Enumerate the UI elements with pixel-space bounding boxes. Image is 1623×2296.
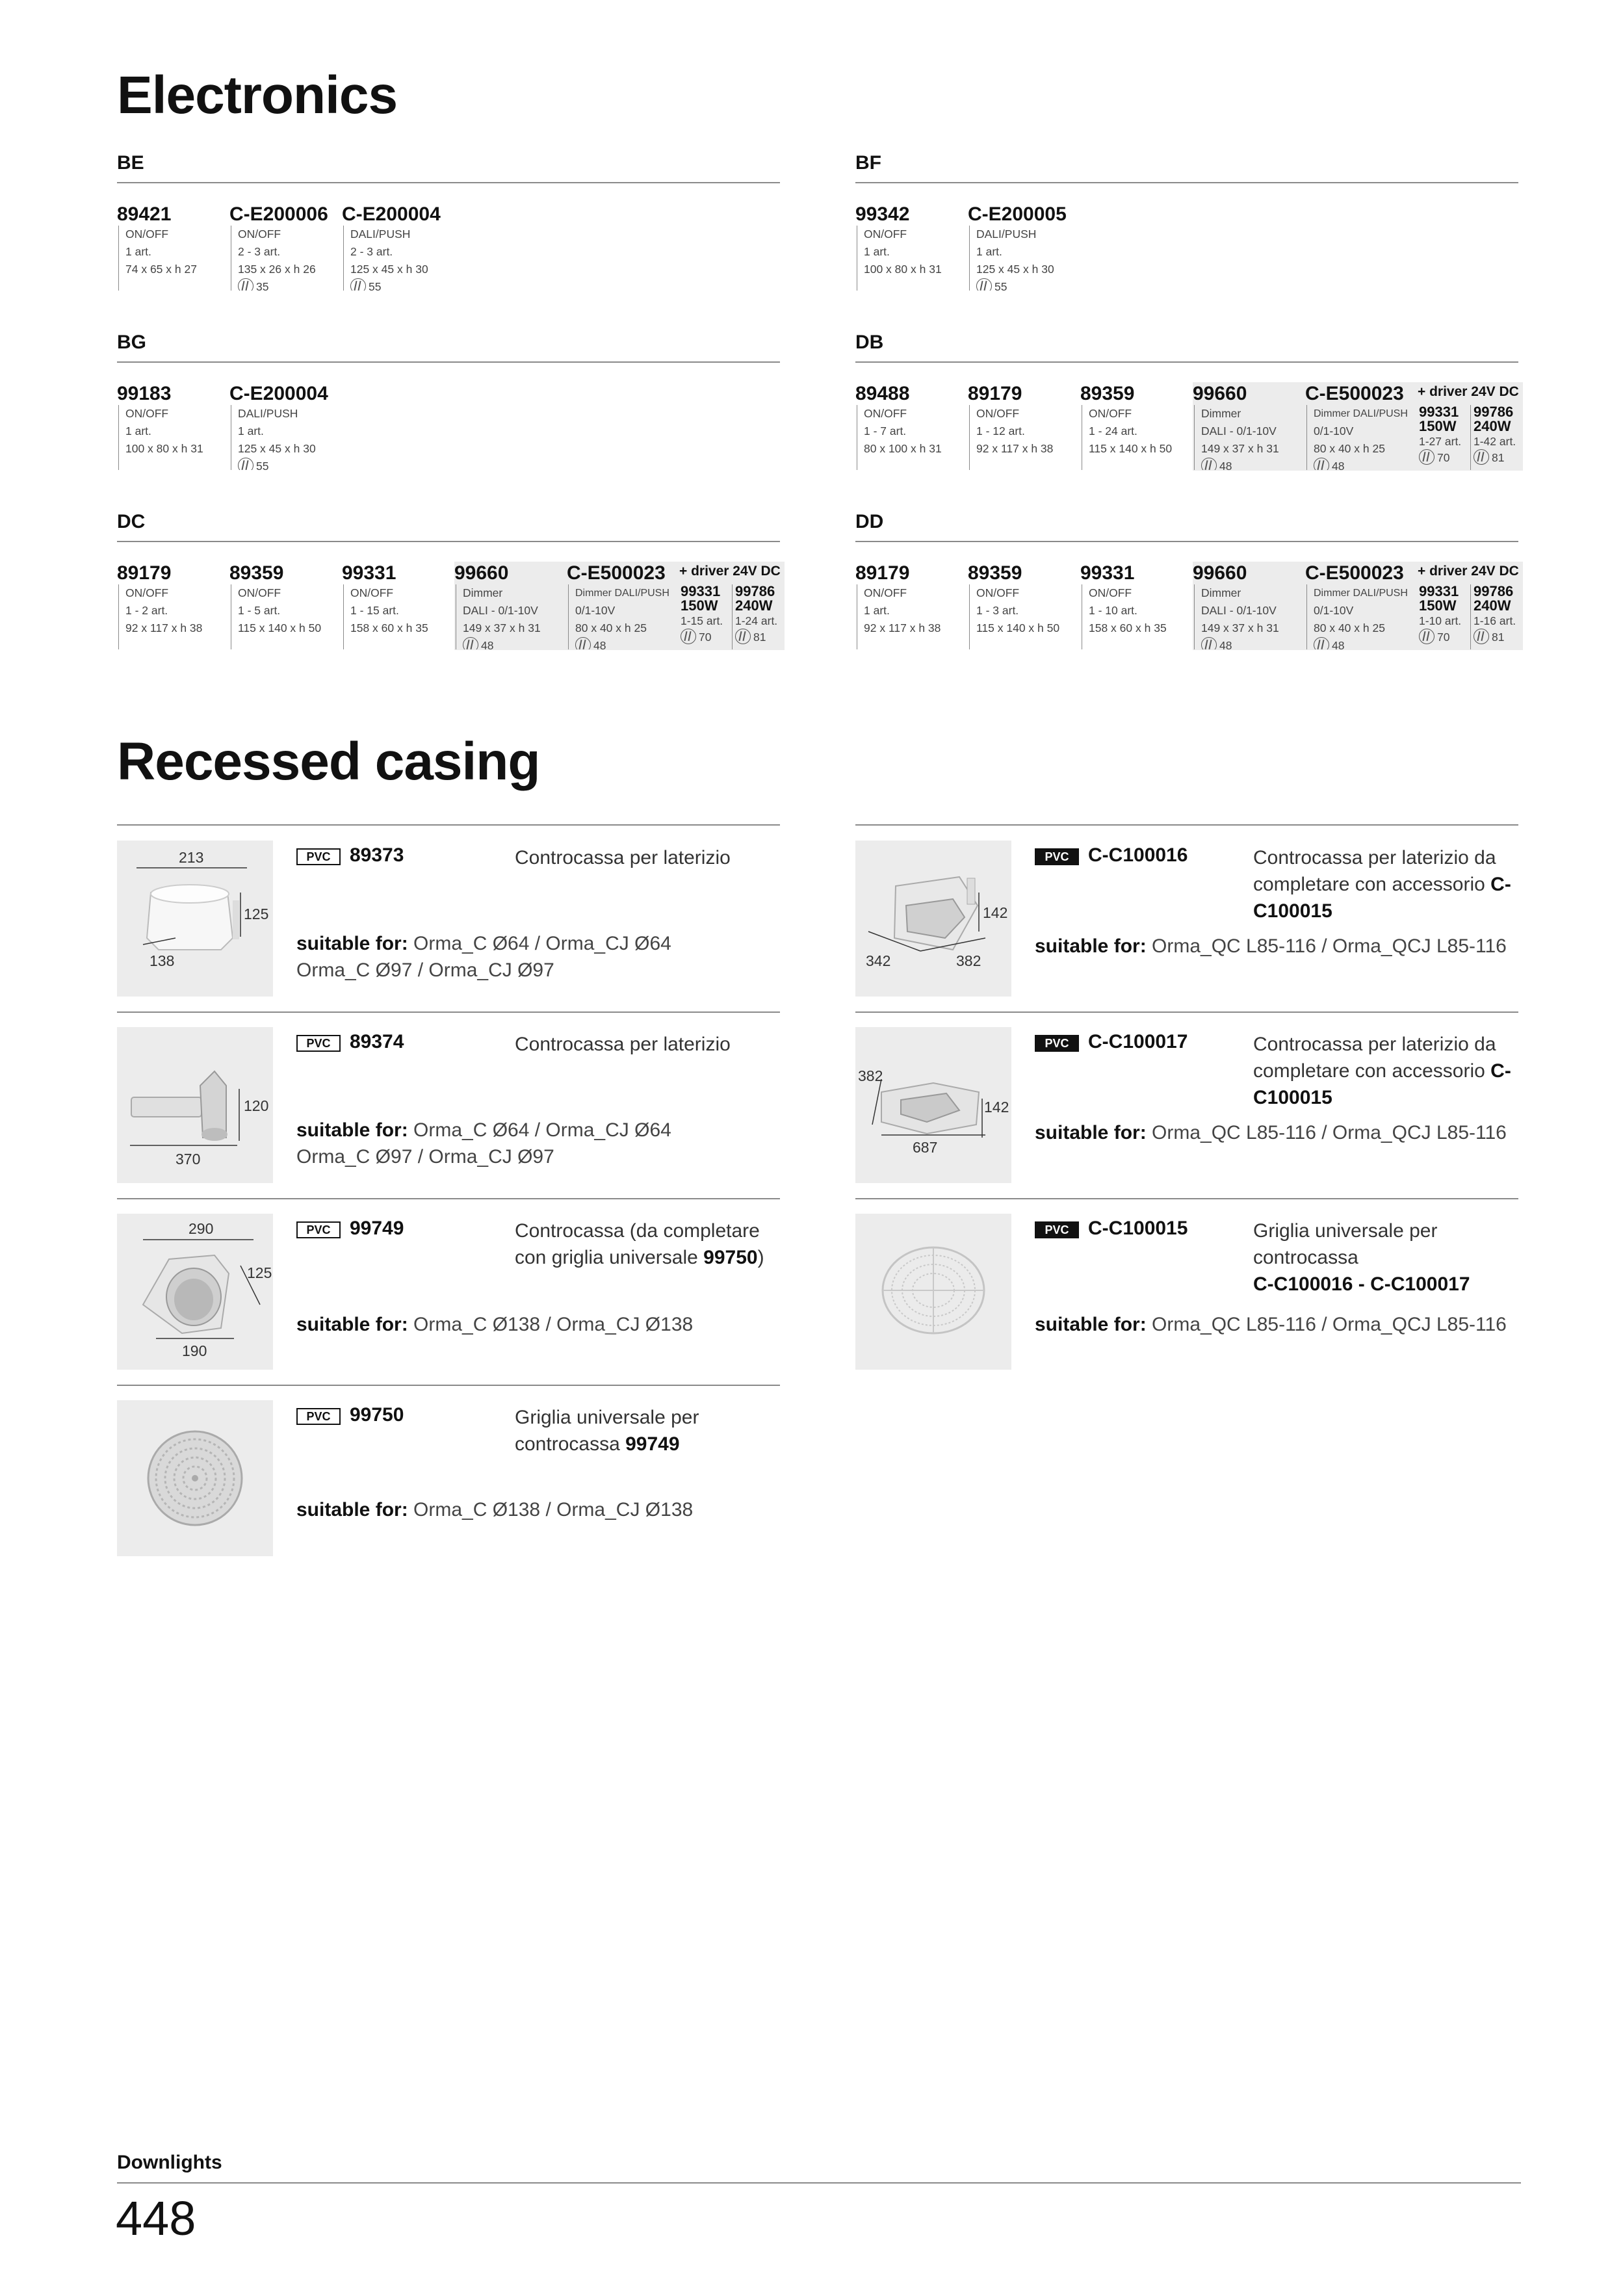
product-column [855, 382, 968, 471]
product-row [117, 363, 780, 471]
product-description: Controcassa (da completare con griglia universale 99750) [515, 1220, 764, 1268]
product-column [855, 562, 968, 650]
dimmer-type: Dimmer [463, 586, 503, 599]
product-specs [857, 226, 968, 291]
divider [117, 1385, 780, 1386]
driver-wattage: 150W [1419, 418, 1457, 434]
product-art: 2 - 3 art. [238, 245, 281, 258]
dimmer-protocol: 0/1-10V [1314, 604, 1354, 617]
product-code: 89488 [855, 383, 910, 404]
product-specs [343, 584, 454, 649]
dimmer-type: Dimmer DALI/PUSH [1314, 588, 1408, 599]
product-specs [1082, 405, 1193, 470]
dimmer-protocol: DALI - 0/1-10V [1201, 604, 1277, 617]
wire-gauge [1201, 458, 1305, 470]
product-code: 89421 [117, 203, 172, 225]
product-description: Controcassa per laterizio da completare con accessorio C-C100015 [1253, 847, 1511, 922]
driver-code: 99331 [1419, 584, 1459, 599]
material-badge: PVC [296, 1221, 341, 1238]
electronics-block-db [855, 329, 1518, 471]
product-mode: ON/OFF [238, 586, 281, 599]
product-size: 74 x 65 x h 27 [125, 263, 197, 276]
product-code: 99749 [350, 1218, 404, 1239]
product-image [117, 1027, 273, 1183]
wire-gauge [575, 637, 679, 649]
product-art: 1 - 24 art. [1089, 424, 1137, 437]
dimmer-protocol: DALI - 0/1-10V [1201, 424, 1277, 437]
product-specs [343, 226, 454, 291]
product-code: 89373 [350, 844, 404, 866]
product-specs [969, 584, 1080, 649]
product-size: 135 x 26 x h 26 [238, 263, 316, 276]
product-code: 99183 [117, 383, 172, 404]
product-image [855, 1214, 1011, 1370]
driver-code: 99786 [1474, 584, 1514, 599]
product-specs [1194, 584, 1305, 649]
product-column [855, 203, 968, 291]
product-art: 1 - 12 art. [976, 424, 1025, 437]
electronics-block-dd [855, 508, 1518, 650]
product-art: 1 - 5 art. [238, 604, 281, 617]
product-mode: ON/OFF [1089, 407, 1132, 420]
driver-option [732, 584, 785, 649]
divider [855, 1011, 1518, 1013]
product-specs [568, 584, 679, 649]
product-code: 99750 [350, 1404, 404, 1426]
wire-gauge-icon [575, 637, 591, 649]
driver-option [1418, 584, 1470, 649]
product-size: 125 x 45 x h 30 [976, 263, 1054, 276]
dimmer-protocol: 0/1-10V [575, 604, 616, 617]
driver-options [679, 584, 785, 649]
product-specs [1082, 584, 1193, 649]
product-column [968, 562, 1080, 650]
product-mode: ON/OFF [125, 407, 169, 420]
dimmer-column [1305, 562, 1418, 650]
driver-option [1470, 584, 1523, 649]
wire-gauge-value: 81 [753, 631, 766, 644]
product-mode: ON/OFF [976, 586, 1020, 599]
product-code: 89179 [117, 562, 172, 584]
product-art: 1 - 10 art. [1089, 604, 1137, 617]
product-specs [969, 226, 1080, 291]
product-code: 89359 [968, 562, 1022, 584]
product-art: 2 - 3 art. [350, 245, 393, 258]
wire-gauge-value: 55 [256, 460, 269, 470]
wire-gauge-icon [1419, 629, 1435, 644]
product-image [117, 1400, 273, 1556]
electronics-block-bg [117, 329, 780, 471]
driver-art: 1-24 art. [735, 614, 778, 627]
dimension-label: 120 [244, 1097, 269, 1114]
dimmer-protocol: DALI - 0/1-10V [463, 604, 538, 617]
driver-options [1418, 584, 1523, 649]
wire-gauge [1201, 637, 1305, 649]
product-column [1080, 382, 1193, 471]
product-specs [231, 405, 342, 470]
product-specs [456, 584, 567, 649]
product-row [117, 542, 780, 650]
material-badge: PVC [296, 848, 341, 865]
driver-art: 1-27 art. [1419, 435, 1462, 448]
recessed-item-89373 [117, 841, 780, 997]
product-code: 99331 [342, 562, 396, 584]
product-art: 1 art. [864, 604, 890, 617]
recessed-item-c-c100015 [855, 1214, 1518, 1370]
block-label: BF [855, 150, 1518, 183]
dimension-label: 382 [956, 952, 981, 969]
material-badge: PVC [1035, 848, 1079, 865]
driver-wattage: 240W [1474, 597, 1511, 614]
product-art: 1 art. [238, 424, 264, 437]
driver-code: 99331 [1419, 405, 1459, 420]
product-art: 1 art. [125, 424, 151, 437]
product-mode: ON/OFF [864, 228, 907, 241]
wire-gauge-value: 48 [593, 639, 606, 649]
suitable-for: suitable for: Orma_QC L85-116 / Orma_QCJ L85-116 [1035, 1314, 1507, 1335]
driver-code: 99786 [1474, 405, 1514, 420]
product-size: 80 x 40 x h 25 [1314, 442, 1385, 455]
divider [855, 1198, 1518, 1199]
dimmer-column [1305, 382, 1418, 471]
suitable-for: suitable for: Orma_QC L85-116 / Orma_QCJ L85-116 [1035, 1122, 1507, 1143]
divider [117, 1198, 780, 1199]
wire-gauge [1314, 637, 1418, 649]
product-size: 92 x 117 x h 38 [864, 621, 941, 634]
driver-option [679, 584, 732, 649]
suitable-for: suitable for: Orma_C Ø138 / Orma_CJ Ø138 [296, 1314, 694, 1335]
product-image [117, 841, 273, 997]
wire-gauge [1419, 629, 1470, 646]
product-art: 1 - 3 art. [976, 604, 1019, 617]
section-title-recessed-casing: Recessed casing [117, 732, 540, 791]
wire-gauge-icon [681, 629, 696, 644]
product-mode: ON/OFF [125, 586, 169, 599]
product-specs [1306, 405, 1418, 470]
product-specs [857, 405, 968, 470]
product-mode: ON/OFF [238, 228, 281, 241]
product-row [117, 183, 780, 291]
wire-gauge-icon [735, 629, 751, 644]
dimension-label: 142 [983, 904, 1008, 921]
product-row [855, 183, 1518, 291]
product-mode: ON/OFF [864, 586, 907, 599]
dimmer-column [1193, 382, 1305, 471]
product-code: 99342 [855, 203, 910, 225]
dimension-label: 370 [175, 1151, 201, 1168]
product-code: 99660 [1193, 383, 1247, 404]
recessed-item-99749 [117, 1214, 780, 1370]
dimension-label: 687 [913, 1139, 938, 1156]
block-label: DC [117, 508, 780, 542]
wire-gauge-value: 81 [1492, 451, 1505, 464]
driver-option [1418, 405, 1470, 470]
product-art: 1 art. [976, 245, 1002, 258]
product-image [117, 1214, 273, 1370]
product-size: 115 x 140 x h 50 [238, 621, 322, 634]
divider [117, 824, 780, 826]
product-mode: ON/OFF [350, 586, 394, 599]
wire-gauge-value: 48 [481, 639, 494, 649]
block-label: BG [117, 329, 780, 363]
product-description: Griglia universale per controcassa C-C100016 - C-C100017 [1253, 1220, 1470, 1295]
product-row [855, 542, 1518, 650]
material-badge: PVC [1035, 1221, 1079, 1238]
dimension-label: 125 [247, 1264, 272, 1281]
product-column [342, 203, 454, 291]
wire-gauge-icon [238, 458, 253, 470]
wire-gauge-icon [1474, 629, 1489, 644]
electronics-block-dc [117, 508, 780, 650]
wire-gauge-icon [463, 637, 478, 649]
product-code: 99660 [1193, 562, 1247, 584]
driver-wattage: 150W [681, 597, 718, 614]
product-column [229, 562, 342, 650]
dimension-label: 382 [858, 1067, 883, 1084]
driver-art: 1-16 art. [1474, 614, 1516, 627]
product-column [117, 562, 229, 650]
product-size: 158 x 60 x h 35 [1089, 621, 1167, 634]
wire-gauge-value: 81 [1492, 631, 1505, 644]
product-size: 115 x 140 x h 50 [976, 621, 1060, 634]
product-code: 99331 [1080, 562, 1135, 584]
driver-column [679, 562, 785, 650]
dimension-label: 142 [984, 1099, 1009, 1115]
product-specs [118, 584, 229, 649]
divider [855, 824, 1518, 826]
driver-art: 1-10 art. [1419, 614, 1462, 627]
product-specs [969, 405, 1080, 470]
product-description: Controcassa per laterizio [515, 1034, 731, 1055]
product-size: 149 x 37 x h 31 [1201, 442, 1279, 455]
product-column [229, 203, 342, 291]
divider [117, 2182, 1521, 2184]
dimension-label: 213 [179, 849, 204, 866]
product-art: 1 - 7 art. [864, 424, 907, 437]
product-specs [118, 226, 229, 291]
driver-art: 1-42 art. [1474, 435, 1516, 448]
driver-wattage: 240W [735, 597, 773, 614]
product-size: 92 x 117 x h 38 [976, 442, 1054, 455]
wire-gauge [681, 629, 732, 646]
product-code: C-E200004 [229, 383, 328, 404]
driver-heading: + driver 24V DC [1418, 384, 1519, 399]
product-mode: ON/OFF [1089, 586, 1132, 599]
dimension-label: 125 [244, 906, 269, 922]
product-specs [1194, 405, 1305, 470]
page-number: 448 [116, 2191, 196, 2245]
product-image [855, 841, 1011, 997]
wire-gauge-value: 70 [1437, 631, 1450, 644]
product-size: 149 x 37 x h 31 [1201, 621, 1279, 634]
product-art: 1 art. [864, 245, 890, 258]
driver-column [1418, 382, 1523, 471]
wire-gauge-value: 48 [1332, 639, 1345, 649]
product-specs [857, 584, 968, 649]
wire-gauge [1474, 629, 1523, 646]
product-size: 115 x 140 x h 50 [1089, 442, 1173, 455]
product-column [117, 382, 229, 471]
driver-wattage: 150W [1419, 597, 1457, 614]
wire-gauge [463, 637, 567, 649]
electronics-block-be [117, 150, 780, 291]
product-code: 99660 [454, 562, 509, 584]
dimension-label: 138 [149, 952, 175, 969]
divider [117, 1011, 780, 1013]
suitable-for: suitable for: Orma_C Ø138 / Orma_CJ Ø138 [296, 1499, 694, 1520]
product-size: 80 x 40 x h 25 [1314, 621, 1385, 634]
block-label: DD [855, 508, 1518, 542]
wire-gauge-icon [1474, 449, 1489, 465]
dimmer-type: Dimmer DALI/PUSH [575, 588, 669, 599]
product-art: 1 - 2 art. [125, 604, 168, 617]
wire-gauge-value: 70 [1437, 451, 1450, 464]
dimension-label: 190 [182, 1342, 207, 1359]
dimmer-protocol: 0/1-10V [1314, 424, 1354, 437]
product-code: C-E500023 [1305, 383, 1404, 404]
driver-code: 99786 [735, 584, 775, 599]
product-row [855, 363, 1518, 471]
material-badge: PVC [296, 1035, 341, 1052]
dimmer-column [454, 562, 567, 650]
product-code: 89374 [350, 1031, 404, 1052]
recessed-item-c-c100017 [855, 1027, 1518, 1183]
wire-gauge-icon [238, 278, 253, 291]
wire-gauge [735, 629, 785, 646]
product-mode: DALI/PUSH [350, 228, 411, 241]
wire-gauge-value: 48 [1332, 460, 1345, 470]
wire-gauge-value: 48 [1219, 460, 1232, 470]
product-specs [231, 226, 342, 291]
product-size: 158 x 60 x h 35 [350, 621, 428, 634]
material-badge: PVC [296, 1408, 341, 1425]
product-column [968, 203, 1080, 291]
product-description: Controcassa per laterizio [515, 847, 731, 868]
product-specs [231, 584, 342, 649]
product-code: C-C100015 [1088, 1218, 1188, 1239]
dimension-label: 342 [866, 952, 891, 969]
driver-heading: + driver 24V DC [679, 564, 781, 579]
dimmer-column [1193, 562, 1305, 650]
section-title-electronics: Electronics [117, 66, 398, 125]
product-mode: DALI/PUSH [976, 228, 1037, 241]
product-code: C-E200005 [968, 203, 1067, 225]
suitable-for: suitable for: Orma_C Ø64 / Orma_CJ Ø64 Orma_C Ø97 / Orma_CJ Ø97 [296, 933, 671, 981]
product-code: 89359 [1080, 383, 1135, 404]
wire-gauge-icon [1419, 449, 1435, 465]
wire-gauge [350, 278, 454, 291]
product-specs [118, 405, 229, 470]
block-label: BE [117, 150, 780, 183]
suitable-for: suitable for: Orma_C Ø64 / Orma_CJ Ø64 Orma_C Ø97 / Orma_CJ Ø97 [296, 1119, 671, 1168]
driver-wattage: 240W [1474, 418, 1511, 434]
product-size: 125 x 45 x h 30 [238, 442, 316, 455]
product-code: 89179 [968, 383, 1022, 404]
product-size: 149 x 37 x h 31 [463, 621, 541, 634]
product-size: 125 x 45 x h 30 [350, 263, 428, 276]
wire-gauge-icon [1314, 637, 1329, 649]
product-size: 80 x 100 x h 31 [864, 442, 942, 455]
wire-gauge-value: 48 [1219, 639, 1232, 649]
recessed-item-89374 [117, 1027, 780, 1183]
product-art: 1 - 15 art. [350, 604, 399, 617]
wire-gauge-icon [1314, 458, 1329, 470]
wire-gauge-icon [976, 278, 992, 291]
electronics-block-bf [855, 150, 1518, 291]
wire-gauge-value: 70 [699, 631, 712, 644]
material-badge: PVC [1035, 1035, 1079, 1052]
wire-gauge [1419, 450, 1470, 466]
wire-gauge [238, 278, 342, 291]
driver-code: 99331 [681, 584, 721, 599]
wire-gauge [1314, 458, 1418, 470]
driver-art: 1-15 art. [681, 614, 723, 627]
wire-gauge [976, 278, 1080, 291]
dimmer-type: Dimmer DALI/PUSH [1314, 408, 1408, 419]
driver-column [1418, 562, 1523, 650]
product-code: C-E200006 [229, 203, 328, 225]
product-code: C-C100016 [1088, 844, 1188, 866]
block-label: DB [855, 329, 1518, 363]
product-column [1080, 562, 1193, 650]
wire-gauge-value: 55 [994, 280, 1007, 291]
product-code: C-E200004 [342, 203, 441, 225]
product-code: C-C100017 [1088, 1031, 1188, 1052]
product-size: 100 x 80 x h 31 [125, 442, 203, 455]
wire-gauge-icon [1201, 458, 1217, 470]
wire-gauge [1474, 450, 1523, 466]
product-column [229, 382, 342, 471]
product-column [968, 382, 1080, 471]
dimension-label: 290 [188, 1220, 214, 1237]
product-mode: ON/OFF [125, 228, 169, 241]
product-code: 89179 [855, 562, 910, 584]
wire-gauge-value: 35 [256, 280, 269, 291]
product-code: C-E500023 [1305, 562, 1404, 584]
dimmer-column [567, 562, 679, 650]
product-art: 1 art. [125, 245, 151, 258]
dimmer-type: Dimmer [1201, 407, 1241, 420]
product-size: 100 x 80 x h 31 [864, 263, 942, 276]
wire-gauge-value: 55 [369, 280, 382, 291]
dimmer-type: Dimmer [1201, 586, 1241, 599]
product-code: 89359 [229, 562, 284, 584]
product-mode: ON/OFF [864, 407, 907, 420]
footer-section-label: Downlights [117, 2152, 222, 2173]
wire-gauge-icon [350, 278, 366, 291]
recessed-item-c-c100016 [855, 841, 1518, 997]
product-mode: ON/OFF [976, 407, 1020, 420]
product-code: C-E500023 [567, 562, 666, 584]
wire-gauge [238, 458, 342, 470]
product-column [342, 562, 454, 650]
product-description: Controcassa per laterizio da completare con accessorio C-C100015 [1253, 1034, 1511, 1108]
product-specs [1306, 584, 1418, 649]
driver-option [1470, 405, 1523, 470]
product-column [117, 203, 229, 291]
driver-heading: + driver 24V DC [1418, 564, 1519, 579]
recessed-item-99750 [117, 1400, 780, 1556]
suitable-for: suitable for: Orma_QC L85-116 / Orma_QCJ L85-116 [1035, 935, 1507, 957]
product-image [855, 1027, 1011, 1183]
wire-gauge-icon [1201, 637, 1217, 649]
product-size: 92 x 117 x h 38 [125, 621, 203, 634]
product-mode: DALI/PUSH [238, 407, 298, 420]
driver-options [1418, 405, 1523, 470]
product-description: Griglia universale per controcassa 99749 [515, 1407, 699, 1455]
product-size: 80 x 40 x h 25 [575, 621, 647, 634]
